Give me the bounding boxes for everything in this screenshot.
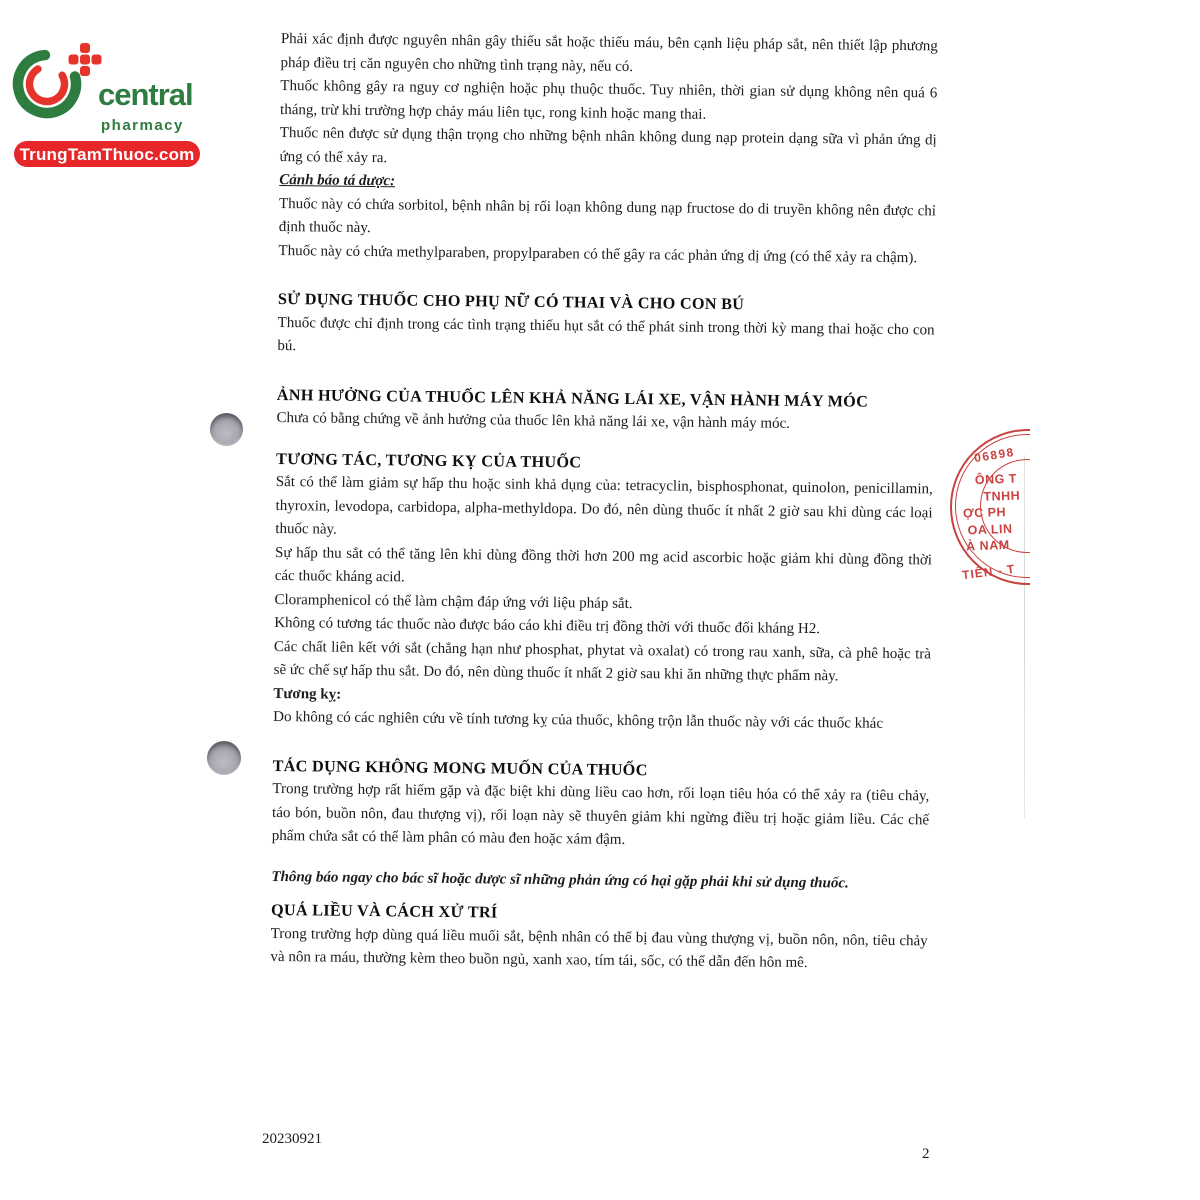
- brand-tagline: pharmacy: [101, 117, 184, 134]
- paragraph: Thuốc không gây ra nguy cơ nghiện hoặc phụ thuộc thuốc. Tuy nhiên, thời gian sử dụng không nên quá 6 tháng, trừ khi trường hợp chảy máu liên tục, rong kinh hoặc mang thai.: [279, 77, 938, 123]
- stamp-serial-number: 06898: [973, 444, 1016, 466]
- paragraph: Chưa có bằng chứng về ảnh hưởng của thuốc lên khả năng lái xe, vận hành máy móc.: [276, 409, 791, 432]
- warning-note: Thông báo ngay cho bác sĩ hoặc dược sĩ những phản ứng có hại gặp phải khi sử dụng thuốc.: [271, 868, 849, 891]
- stamp-text-line: TNHH: [983, 488, 1021, 504]
- section-heading: TÁC DỤNG KHÔNG MONG MUỐN CỦA THUỐC: [272, 756, 648, 779]
- section-heading: TƯƠNG TÁC, TƯƠNG KỴ CỦA THUỐC: [276, 449, 582, 471]
- section-heading: QUÁ LIỀU VÀ CÁCH XỬ TRÍ: [270, 900, 498, 922]
- hole-punch-top: [210, 413, 243, 446]
- section-heading: SỬ DỤNG THUỐC CHO PHỤ NỮ CÓ THAI VÀ CHO CON BÚ: [277, 289, 745, 314]
- paragraph: Không có tương tác thuốc nào được báo cáo khi điều trị đồng thời với thuốc đối kháng H2.: [274, 614, 821, 638]
- paragraph: Phải xác định được nguyên nhân gây thiếu sắt hoặc thiếu máu, bên cạnh liệu pháp sắt, nên thiết lập phương pháp điều trị căn nguyên cho những tình trạng này, nếu có.: [280, 30, 938, 75]
- stamp-text-line: À NAM: [965, 537, 1010, 554]
- pharmacy-watermark-logo: [12, 33, 212, 164]
- stamp-text-line: ÔNG T: [974, 471, 1018, 488]
- paragraph: Thuốc này có chứa sorbitol, bệnh nhân bị rối loạn không dung nạp fructose do di truyền không nên được chỉ định thuốc này.: [278, 195, 937, 237]
- paragraph: Thuốc này có chứa methylparaben, propylparaben có thể gây ra các phản ứng dị ứng (có thể xảy ra chậm).: [278, 242, 918, 266]
- stamp-text-line: ỢC PH: [962, 505, 1007, 521]
- paragraph: Do không có các nghiên cứu về tính tương kỵ của thuốc, không trộn lẫn thuốc này với các thuốc khác: [273, 708, 884, 732]
- paragraph: Thuốc được chỉ định trong các tình trạng thiếu hụt sắt có thể phát sinh trong thời kỳ mang thai hoặc cho con bú.: [277, 314, 935, 355]
- paragraph: Sự hấp thu sắt có thể tăng lên khi dùng đồng thời hơn 200 mg acid ascorbic hoặc giảm khi dùng đồng thời các thuốc kháng acid.: [274, 544, 933, 586]
- paragraph: Các chất liên kết với sắt (chẳng hạn như phosphat, phytat và oxalat) có trong rau xanh, sữa, cà phê hoặc trà sẽ ức chế sự hấp thu sắt. Do đó, nên dùng thuốc ít nhất 2 giờ sau khi ăn những thực phẩm này.: [273, 638, 932, 685]
- footer-date-code: 20230921: [262, 1131, 322, 1147]
- brand-name: central: [98, 77, 193, 112]
- page-number: 2: [922, 1146, 930, 1162]
- section-heading: ẢNH HƯỞNG CỦA THUỐC LÊN KHẢ NĂNG LÁI XE, VẬN HÀNH MÁY MÓC: [276, 385, 869, 411]
- stamp-company-name: [961, 469, 1030, 555]
- company-stamp: [950, 425, 1030, 601]
- paragraph: Thuốc nên được sử dụng thận trọng cho những bệnh nhân không dung nạp protein dạng sữa vì phản ứng dị ứng có thể xảy ra.: [279, 124, 937, 166]
- subsection-heading: Tương kỵ:: [273, 685, 342, 703]
- stamp-text-line: OA LIN: [967, 521, 1013, 537]
- hole-punch-bottom: [207, 741, 241, 775]
- paragraph: Cloramphenicol có thể làm chậm đáp ứng với liệu pháp sắt.: [274, 591, 633, 612]
- paragraph: Trong trường hợp dùng quá liều muối sắt, bệnh nhân có thể bị đau vùng thượng vị, buồn nôn, nôn, tiêu chảy và nôn ra máu, thường kèm theo buồn ngủ, xanh xao, tím tái, sốc, có thể dẫn đến hôn mê.: [270, 925, 928, 972]
- website-pill: [14, 141, 200, 167]
- central-pharmacy-c-plus-icon: [12, 36, 108, 136]
- stamp-location-text: TIÊN - T: [961, 561, 1016, 583]
- paragraph: Trong trường hợp rất hiếm gặp và đặc biệt khi dùng liều cao hơn, rối loạn tiêu hóa có thể xảy ra (tiêu chảy, táo bón, buồn nôn, đau thượng vị), rối loạn này sẽ thuyên giảm khi ngừng điều trị hoặc giảm liều. Các chế phẩm chứa sắt có thể làm phân có màu đen hoặc xám đậm.: [271, 780, 930, 848]
- paragraph: Sắt có thể làm giảm sự hấp thu hoặc sinh khả dụng của: tetracyclin, bisphosphonat, quinolon, penicillamin, thyroxin, levodopa, carbidopa, alpha-methyldopa. Do đó, nên dùng thuốc ít nhất 2 giờ sau khi dùng các loại thuốc này.: [275, 473, 933, 538]
- document-text-column: [270, 28, 938, 977]
- website-url: TrungTamThuoc.com: [19, 144, 195, 164]
- subsection-heading: Cảnh báo tá dược:: [279, 171, 396, 190]
